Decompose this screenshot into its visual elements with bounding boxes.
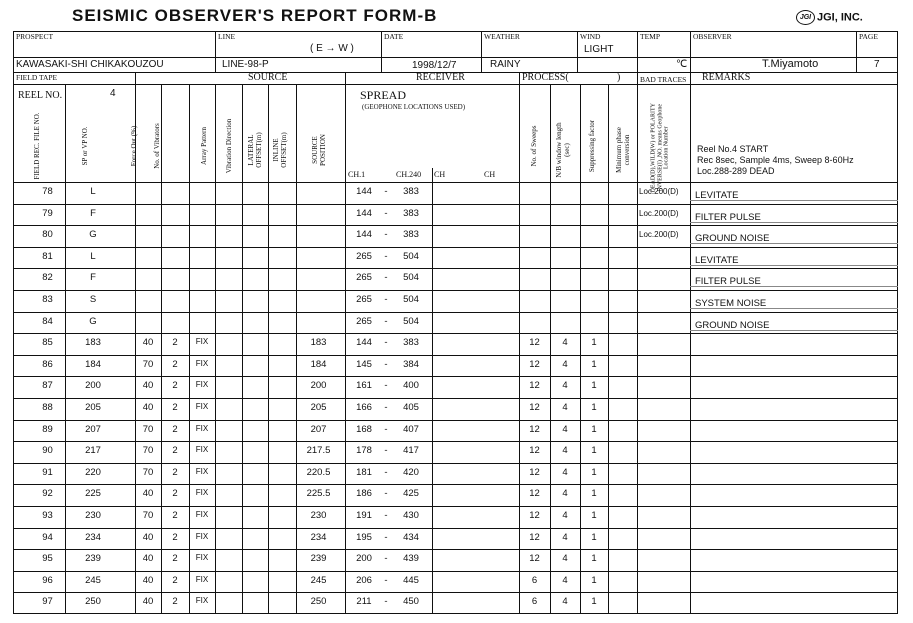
bad-traces-label: BAD TRACES	[640, 75, 687, 84]
cell-dash: -	[384, 380, 388, 392]
cell-ch1: 144	[356, 207, 372, 219]
cell-source-pos: 217.5	[306, 445, 331, 457]
cell-bad-traces: Loc.200(D)	[639, 208, 679, 218]
page-value: 7	[874, 59, 880, 70]
table-header-bottom-line	[13, 182, 898, 183]
ch1-label: CH.1	[348, 170, 366, 179]
remark-underline	[690, 265, 898, 266]
cell-dash: -	[384, 553, 388, 565]
cell-sp-no: 225	[85, 488, 101, 500]
cell-ch240: 504	[403, 272, 419, 284]
cell-file-no: 78	[42, 186, 53, 197]
temp-unit: ℃	[676, 59, 688, 70]
header-sep-page	[856, 31, 857, 72]
col-header-lateral: LATERAL OFFSET(m)	[247, 132, 263, 168]
process-section-close: )	[617, 72, 621, 83]
cell-ch240: 407	[403, 423, 419, 435]
cell-sweeps: 12	[529, 402, 540, 413]
page-label: PAGE	[859, 32, 878, 41]
source-section-label: SOURCE	[248, 72, 288, 83]
cell-remark: LEVITATE	[695, 190, 739, 201]
cell-force: 70	[142, 445, 154, 457]
cell-sp-no: 217	[85, 445, 101, 457]
ch-a-label: CH	[434, 170, 446, 179]
cell-source-pos: 230	[310, 510, 327, 521]
cell-array: FIX	[195, 358, 209, 368]
cell-remark: GROUND NOISE	[695, 233, 770, 245]
spread-sub-label: (GEOPHONE LOCATIONS USED)	[362, 103, 466, 111]
cell-ch240: 430	[403, 510, 419, 521]
cell-nb-window: 4	[562, 423, 568, 435]
cell-dash: -	[384, 250, 388, 262]
cell-suppressing: 1	[591, 337, 597, 349]
cell-sweeps: 12	[529, 337, 540, 349]
cell-suppressing: 1	[591, 423, 597, 435]
cell-suppressing: 1	[591, 402, 597, 413]
wind-label: WIND	[580, 32, 601, 41]
cell-sp-no: 250	[85, 596, 101, 608]
cell-force: 40	[142, 574, 154, 586]
cell-vibrators: 2	[172, 445, 178, 457]
company-logo	[796, 10, 863, 25]
remark-underline	[690, 286, 898, 287]
cell-dash: -	[384, 294, 388, 305]
cell-vibrators: 2	[172, 337, 178, 349]
cell-ch1: 144	[356, 186, 372, 197]
cell-array: FIX	[195, 510, 209, 519]
cell-suppressing: 1	[591, 574, 597, 586]
cell-file-no: 84	[42, 315, 53, 327]
cell-nb-window: 4	[562, 510, 568, 521]
temp-label: TEMP	[640, 32, 661, 41]
cell-dash: -	[384, 531, 388, 543]
cell-suppressing: 1	[591, 596, 597, 608]
cell-nb-window: 4	[562, 531, 568, 543]
cell-source-pos: 184	[310, 358, 327, 370]
cell-vibrators: 2	[172, 531, 178, 543]
cell-nb-window: 4	[562, 380, 568, 392]
cell-sp-no: 220	[85, 466, 101, 478]
row-line	[13, 333, 898, 334]
cell-source-pos: 200	[310, 380, 327, 392]
row-line	[13, 247, 898, 248]
cell-vibrators: 2	[172, 380, 178, 392]
row-line	[13, 376, 898, 377]
column-line	[345, 72, 346, 614]
col-header-sp-no: SP or VP NO.	[81, 126, 89, 166]
header-sep-wind	[577, 31, 578, 72]
cell-sweeps: 6	[531, 574, 538, 586]
cell-nb-window: 4	[562, 466, 568, 478]
date-value: 1998/12/7	[412, 60, 457, 71]
cell-force: 70	[142, 466, 154, 478]
cell-source-pos: 239	[310, 553, 327, 565]
cell-dash: -	[384, 574, 388, 586]
remark-underline	[690, 308, 898, 309]
cell-sweeps: 12	[529, 488, 540, 500]
cell-array: FIX	[195, 596, 209, 606]
header-remark-line: Rec 8sec, Sample 4ms, Sweep 8-60Hz	[697, 155, 854, 165]
cell-ch240: 420	[403, 466, 419, 478]
row-line	[13, 312, 898, 313]
prospect-label: PROSPECT	[16, 32, 54, 41]
cell-nb-window: 4	[562, 488, 568, 500]
cell-array: FIX	[195, 337, 209, 347]
cell-dash: -	[384, 207, 388, 219]
cell-force: 40	[142, 488, 154, 500]
column-line	[242, 84, 243, 614]
cell-sp-no: F	[90, 207, 96, 219]
cell-file-no: 83	[42, 294, 53, 305]
cell-file-no: 86	[42, 358, 53, 370]
cell-suppressing: 1	[591, 466, 597, 478]
cell-file-no: 82	[42, 272, 53, 284]
process-section-label: PROCESS(	[522, 72, 569, 83]
cell-file-no: 89	[42, 423, 53, 435]
cell-dash: -	[384, 402, 388, 413]
cell-ch1: 265	[356, 272, 372, 284]
row-line	[13, 355, 898, 356]
cell-file-no: 93	[42, 510, 53, 521]
column-line	[637, 72, 638, 614]
column-line	[215, 84, 216, 614]
cell-ch1: 265	[356, 250, 372, 262]
cell-sweeps: 6	[531, 596, 538, 608]
col-header-suppressing: Suppressing factor	[588, 119, 596, 173]
cell-source-pos: 225.5	[306, 488, 331, 500]
cell-sp-no: L	[90, 186, 96, 197]
cell-dash: -	[384, 596, 388, 608]
cell-source-pos: 250	[310, 596, 327, 608]
cell-remark: LEVITATE	[695, 254, 739, 266]
remark-underline	[690, 330, 898, 331]
cell-suppressing: 1	[591, 488, 597, 500]
col-header-force: Force Out (%)	[130, 125, 138, 167]
prospect-value: KAWASAKI-SHI CHIKAKOUZOU	[16, 59, 164, 70]
cell-sp-no: 200	[85, 380, 101, 392]
cell-force: 40	[142, 531, 154, 543]
company-seal-icon: JGI	[796, 10, 815, 25]
reel-no-value: 4	[110, 88, 116, 99]
cell-dash: -	[384, 358, 388, 370]
remark-underline	[690, 222, 898, 223]
cell-ch1: 161	[356, 380, 372, 392]
cell-suppressing: 1	[591, 510, 597, 521]
cell-nb-window: 4	[562, 553, 568, 565]
cell-sweeps: 12	[529, 445, 540, 457]
field-tape-label: FIELD TAPE	[16, 73, 58, 82]
cell-array: FIX	[195, 380, 209, 390]
cell-ch240: 504	[403, 250, 419, 262]
observer-label: OBSERVER	[693, 32, 732, 41]
cell-ch240: 383	[403, 186, 419, 197]
cell-suppressing: 1	[591, 358, 597, 370]
cell-vibrators: 2	[172, 596, 178, 608]
header-remark-line: Loc.288-289 DEAD	[697, 166, 775, 176]
cell-sp-no: 239	[85, 553, 101, 565]
col-header-inline: INLINE OFFSET(m)	[272, 132, 288, 168]
form-title: SEISMIC OBSERVER'S REPORT FORM-B	[72, 6, 438, 25]
cell-remark: GROUND NOISE	[695, 319, 770, 331]
col-header-vibrators: No. of Vibrators	[153, 123, 161, 169]
cell-ch1: 166	[356, 402, 372, 413]
cell-ch1: 211	[356, 596, 372, 608]
cell-sweeps: 12	[529, 531, 540, 543]
cell-sp-no: G	[89, 315, 97, 327]
cell-array: FIX	[195, 423, 209, 433]
cell-ch1: 186	[356, 488, 372, 500]
column-line	[690, 72, 691, 614]
cell-sp-no: 230	[85, 510, 101, 521]
cell-suppressing: 1	[591, 445, 597, 457]
cell-sp-no: G	[89, 229, 97, 241]
cell-dash: -	[384, 186, 388, 197]
observer-value: T.Miyamoto	[762, 58, 819, 70]
row-line	[13, 506, 898, 507]
cell-sp-no: 234	[85, 531, 101, 543]
line-value: LINE-98-P	[222, 59, 269, 70]
cell-ch1: 168	[356, 423, 372, 435]
cell-source-pos: 183	[310, 337, 327, 349]
cell-file-no: 80	[42, 229, 53, 241]
cell-vibrators: 2	[172, 488, 178, 500]
header-sep-observer	[690, 31, 691, 72]
cell-force: 40	[142, 380, 154, 392]
cell-remark: FILTER PULSE	[695, 211, 761, 223]
cell-file-no: 94	[42, 531, 53, 543]
cell-bad-traces: Loc.200(D)	[639, 187, 679, 196]
cell-dash: -	[384, 488, 388, 500]
cell-ch240: 384	[403, 358, 419, 370]
cell-ch1: 265	[356, 315, 372, 327]
cell-nb-window: 4	[562, 358, 568, 370]
cell-ch240: 383	[403, 229, 419, 241]
cell-ch1: 206	[356, 574, 372, 586]
col-header-min-phase: Minimum phase conversion	[615, 127, 631, 173]
cell-ch240: 504	[403, 294, 419, 305]
cell-file-no: 92	[42, 488, 53, 500]
header-sep-temp	[637, 31, 638, 72]
row-line	[13, 528, 898, 529]
cell-remark: SYSTEM NOISE	[695, 298, 767, 309]
cell-source-pos: 220.5	[306, 466, 331, 478]
cell-sp-no: 205	[85, 402, 101, 413]
cell-array: FIX	[195, 574, 209, 584]
cell-sp-no: 207	[85, 423, 101, 435]
reel-no-label: REEL NO.	[18, 90, 63, 101]
cell-force: 70	[142, 510, 154, 521]
cell-dash: -	[384, 445, 388, 457]
cell-dash: -	[384, 315, 388, 327]
cell-array: FIX	[195, 553, 209, 563]
ch-b-label: CH	[484, 170, 496, 179]
cell-dash: -	[384, 272, 388, 284]
cell-array: FIX	[195, 466, 209, 476]
row-line	[13, 549, 898, 550]
column-line	[268, 84, 269, 614]
cell-ch240: 400	[403, 380, 419, 392]
cell-ch1: 181	[356, 466, 372, 478]
col-header-bad-traces: DEAD(D),WILD(W) or POLARITY INVERSE(I) ,NO. means Geophone Location Number	[650, 103, 670, 193]
cell-suppressing: 1	[591, 553, 597, 565]
cell-nb-window: 4	[562, 574, 568, 586]
weather-value: RAINY	[490, 59, 521, 70]
cell-file-no: 87	[42, 380, 53, 392]
cell-sweeps: 12	[529, 358, 540, 370]
cell-source-pos: 245	[310, 574, 327, 586]
header-remarks	[697, 144, 854, 177]
header-sep-weather	[481, 31, 482, 72]
cell-force: 40	[142, 402, 154, 413]
row-line	[13, 484, 898, 485]
cell-vibrators: 2	[172, 423, 178, 435]
column-line	[608, 84, 609, 614]
cell-sweeps: 12	[529, 466, 540, 478]
cell-sp-no: 184	[85, 358, 101, 370]
cell-ch240: 450	[403, 596, 419, 608]
cell-source-pos: 205	[310, 402, 327, 413]
cell-sweeps: 12	[529, 380, 540, 392]
col-header-nb-window: N/B window length (sec)	[555, 122, 571, 178]
weather-label: WEATHER	[484, 32, 520, 41]
cell-ch1: 200	[356, 553, 372, 565]
cell-dash: -	[384, 510, 388, 521]
row-line	[13, 398, 898, 399]
cell-ch1: 265	[356, 294, 372, 305]
cell-dash: -	[384, 423, 388, 435]
cell-sp-no: L	[90, 250, 96, 262]
cell-file-no: 90	[42, 445, 53, 457]
cell-ch1: 191	[356, 510, 372, 521]
cell-vibrators: 2	[172, 402, 178, 413]
row-line	[13, 268, 898, 269]
cell-file-no: 81	[42, 250, 53, 262]
header-sep-line	[215, 31, 216, 72]
column-line	[432, 168, 433, 614]
col-header-vib-dir: Vibration Direction	[225, 118, 233, 174]
cell-vibrators: 2	[172, 553, 178, 565]
cell-force: 40	[142, 596, 154, 608]
cell-ch240: 383	[403, 207, 419, 219]
col-header-array: Array Pattern	[200, 127, 208, 165]
row-line	[13, 592, 898, 593]
cell-file-no: 95	[42, 553, 53, 565]
cell-file-no: 88	[42, 402, 53, 413]
remark-underline	[690, 243, 898, 244]
cell-dash: -	[384, 229, 388, 241]
cell-suppressing: 1	[591, 531, 597, 543]
direction-value: ( E → W )	[310, 43, 354, 54]
cell-ch240: 445	[403, 574, 419, 586]
cell-remark: FILTER PULSE	[695, 276, 761, 288]
cell-nb-window: 4	[562, 596, 568, 608]
cell-sweeps: 12	[529, 553, 540, 565]
cell-nb-window: 4	[562, 445, 568, 457]
cell-nb-window: 4	[562, 337, 568, 349]
cell-dash: -	[384, 466, 388, 478]
cell-source-pos: 234	[310, 531, 327, 543]
cell-sp-no: 245	[85, 574, 101, 586]
receiver-section-label: RECEIVER	[416, 72, 465, 83]
company-name: JGI, INC.	[817, 11, 863, 24]
cell-ch1: 195	[356, 531, 372, 543]
cell-ch1: 145	[356, 358, 372, 370]
cell-force: 70	[142, 358, 154, 370]
cell-sp-no: 183	[85, 337, 101, 349]
col-header-sweeps: No. of Sweeps	[530, 125, 538, 167]
ch240-label: CH.240	[396, 170, 422, 179]
row-line	[13, 290, 898, 291]
row-line	[13, 420, 898, 421]
cell-ch1: 178	[356, 445, 372, 457]
cell-force: 70	[142, 423, 154, 435]
cell-sp-no: S	[89, 294, 97, 305]
cell-file-no: 96	[42, 574, 53, 586]
cell-nb-window: 4	[562, 402, 568, 413]
date-label: DATE	[384, 32, 404, 41]
row-line	[13, 204, 898, 205]
cell-file-no: 91	[42, 466, 53, 478]
cell-ch240: 405	[403, 402, 419, 413]
cell-bad-traces: Loc.200(D)	[639, 230, 679, 240]
cell-file-no: 85	[42, 337, 53, 349]
cell-ch1: 144	[356, 337, 372, 349]
cell-ch240: 434	[403, 531, 419, 543]
row-line	[13, 571, 898, 572]
cell-source-pos: 207	[310, 423, 327, 435]
spread-label: SPREAD	[360, 88, 407, 102]
cell-sweeps: 12	[529, 423, 540, 435]
cell-vibrators: 2	[172, 358, 178, 370]
col-header-source-pos: SOURCE POSITION	[311, 134, 327, 166]
header-sep-date	[381, 31, 382, 72]
cell-ch240: 504	[403, 315, 419, 327]
cell-vibrators: 2	[172, 574, 178, 586]
col-header-file-no: FIELD REC. FILE NO.	[33, 112, 41, 180]
wind-value: LIGHT	[584, 44, 614, 55]
cell-file-no: 79	[42, 207, 53, 219]
cell-ch1: 144	[356, 229, 372, 241]
cell-ch240: 417	[403, 445, 419, 457]
cell-ch240: 439	[403, 553, 419, 565]
cell-array: FIX	[195, 531, 209, 541]
line-label: LINE	[218, 32, 236, 41]
cell-force: 40	[142, 337, 154, 349]
cell-array: FIX	[195, 445, 209, 455]
header-remark-line: Reel No.4 START	[697, 144, 769, 154]
cell-sp-no: F	[90, 272, 96, 284]
cell-array: FIX	[195, 488, 209, 498]
cell-suppressing: 1	[591, 380, 597, 392]
remarks-section-label: REMARKS	[702, 72, 751, 83]
cell-ch240: 425	[403, 488, 419, 500]
section-divider	[13, 84, 898, 85]
remark-underline	[690, 200, 898, 201]
cell-dash: -	[384, 337, 388, 349]
cell-vibrators: 2	[172, 510, 178, 521]
row-line	[13, 463, 898, 464]
row-line	[13, 225, 898, 226]
cell-vibrators: 2	[172, 466, 178, 478]
cell-array: FIX	[195, 402, 209, 411]
cell-file-no: 97	[42, 596, 53, 608]
row-line	[13, 441, 898, 442]
cell-ch240: 383	[403, 337, 419, 349]
cell-force: 40	[142, 553, 154, 565]
cell-sweeps: 12	[529, 510, 540, 521]
